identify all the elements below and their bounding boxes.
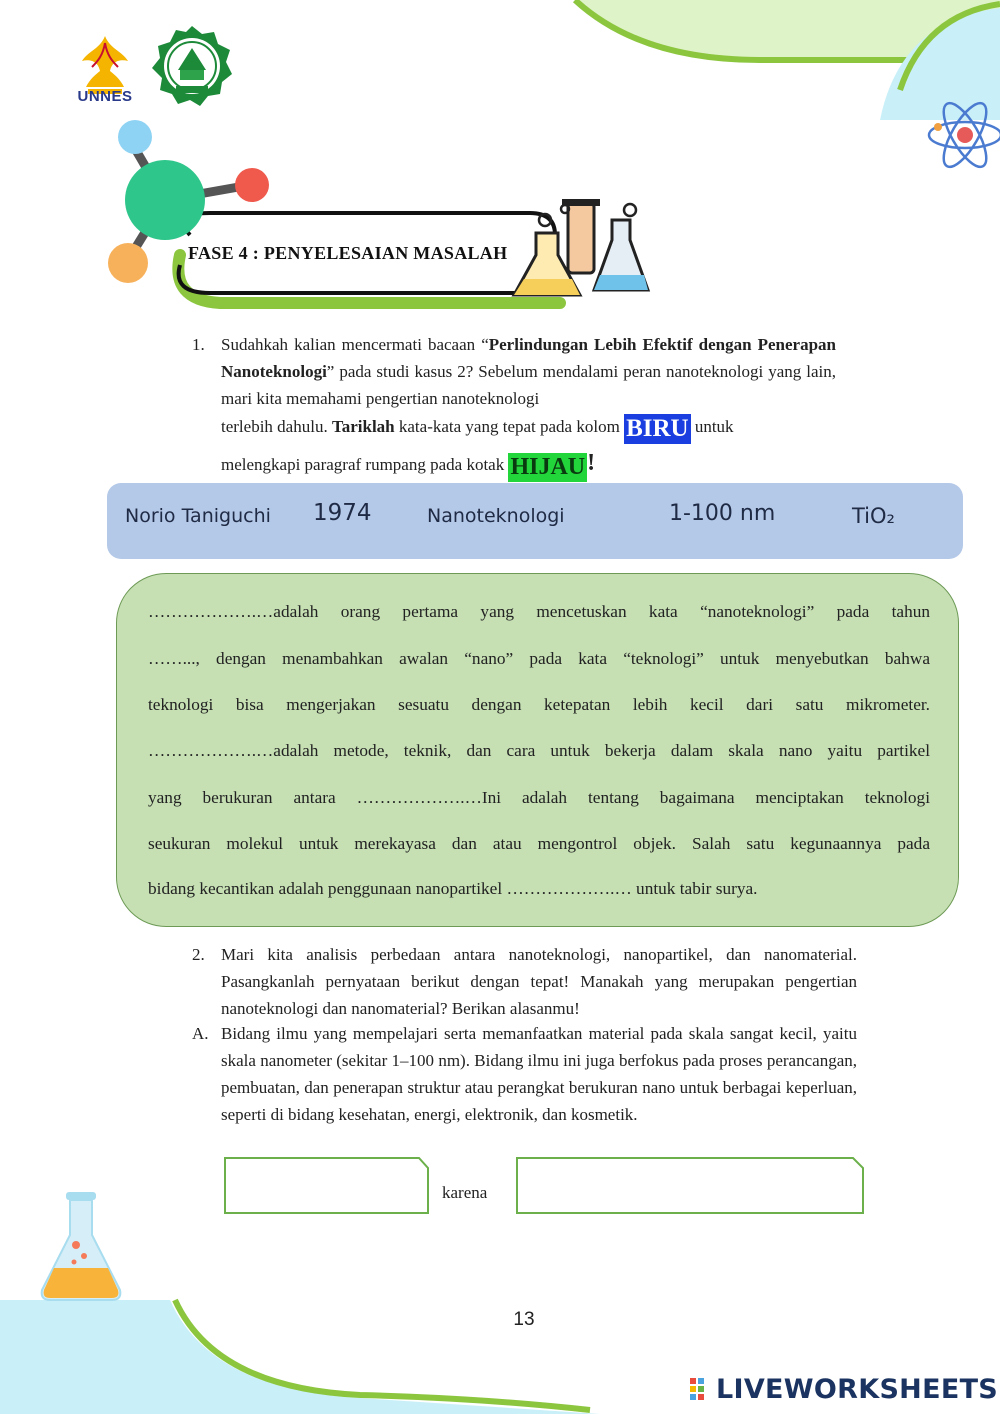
line4-end: untuk (690, 417, 734, 436)
cloze-line-1: ……………….…adalah orang pertama yang mencetuskan kata “nanoteknologi” pada tahun (148, 602, 930, 621)
cloze-line-7: bidang kecantikan adalah penggunaan nanopartikel ……………….… untuk tabir surya. (148, 879, 758, 898)
cloze-line-6: seukuran molekul untuk merekayasa dan atau mengontrol objek. Salah satu kegunaannya pada (148, 834, 930, 853)
biru-tag: BIRU (626, 415, 689, 442)
word-bank (107, 483, 963, 559)
cloze-line-5: yang berukuran antara ……………….…Ini adalah tentang bagaimana menciptakan teknologi (148, 788, 930, 807)
unnes-logo-text: UNNES (77, 88, 133, 105)
question-1-text-part1: Sudahkah kalian mencermati bacaan “ (221, 335, 489, 354)
word-option-size-range[interactable]: 1-100 nm (669, 501, 776, 526)
cloze-line-2: ……..., dengan menambahkan awalan “nano” pada kata “teknologi” untuk menyebutkan bahwa (148, 649, 930, 668)
statement-a-text: Bidang ilmu yang mempelajari serta memanfaatkan material pada skala sangat kecil, yaitu skala nanometer (sekitar 1–100 nm). Bidang ilmu ini juga berfokus pada proses perancangan, pembuatan, dan penerapan struktur atau perangkat berukuran nano untuk berbagai keperluan, seperti di bidang kesehatan, energi, elektronik, dan kosmetik. (221, 1024, 857, 1124)
word-option-1974[interactable]: 1974 (313, 500, 372, 526)
hijau-tag: HIJAU (510, 454, 586, 480)
word-option-nanoteknologi[interactable]: Nanoteknologi (427, 505, 565, 527)
flask-icon (36, 1190, 126, 1305)
liveworksheets-brand: LIVEWORKSHEETS (716, 1374, 999, 1405)
cloze-line-3: teknologi bisa mengerjakan sesuatu dengan ketepatan lebih kecil dari satu mikrometer. (148, 695, 930, 714)
line4-mid: kata-kata yang tepat pada kolom (394, 417, 625, 436)
cloze-line-4: ……………….…adalah metode, teknik, dan cara untuk bekerja dalam skala nano yaitu partikel (148, 741, 930, 760)
question-1-number: 1. (192, 335, 205, 354)
question-1-text-part2: ” pada studi kasus 2? Sebelum mendalami peran nanoteknologi yang lain, mari kita memahami pengertian nanoteknologi (221, 362, 836, 408)
question-1-text (221, 331, 836, 412)
school-emblem (150, 24, 234, 108)
atom-icon (920, 95, 1000, 175)
word-option-norio-taniguchi[interactable]: Norio Taniguchi (125, 505, 271, 527)
reading-title: Perlindungan Lebih Efektif dengan Penerapan Nanoteknologi (221, 335, 836, 381)
phase-banner (100, 115, 670, 315)
question-2-number: 2. (192, 945, 205, 964)
statement-a-label: A. (192, 1024, 209, 1043)
phase-title: FASE 4 : PENYELESAIAN MASALAH (188, 243, 508, 263)
line4-start: terlebih dahulu. (221, 417, 332, 436)
line5-start: melengkapi paragraf rumpang pada kotak (221, 455, 509, 474)
connector-karena: karena (442, 1183, 488, 1202)
word-option-tio2[interactable]: TiO₂ (852, 504, 895, 528)
question-2-text: Mari kita analisis perbedaan antara nanoteknologi, nanopartikel, dan nanomaterial. Pasangkanlah pernyataan berikut dengan tepat! Manakah yang merupakan pengertian nanoteknologi dan nanomaterial? Berikan alasanmu! (221, 945, 857, 1018)
cloze-paragraph-box (116, 573, 959, 927)
question-1-line-5 (221, 450, 836, 482)
answer-box-right[interactable] (515, 1156, 867, 1216)
liveworksheets-icon (690, 1378, 712, 1402)
answer-box-left[interactable] (223, 1156, 431, 1216)
question-1-line-4 (221, 414, 836, 444)
instruction-verb: Tariklah (331, 417, 395, 436)
page-number: 13 (513, 1309, 535, 1330)
exclamation: ! (587, 450, 596, 476)
